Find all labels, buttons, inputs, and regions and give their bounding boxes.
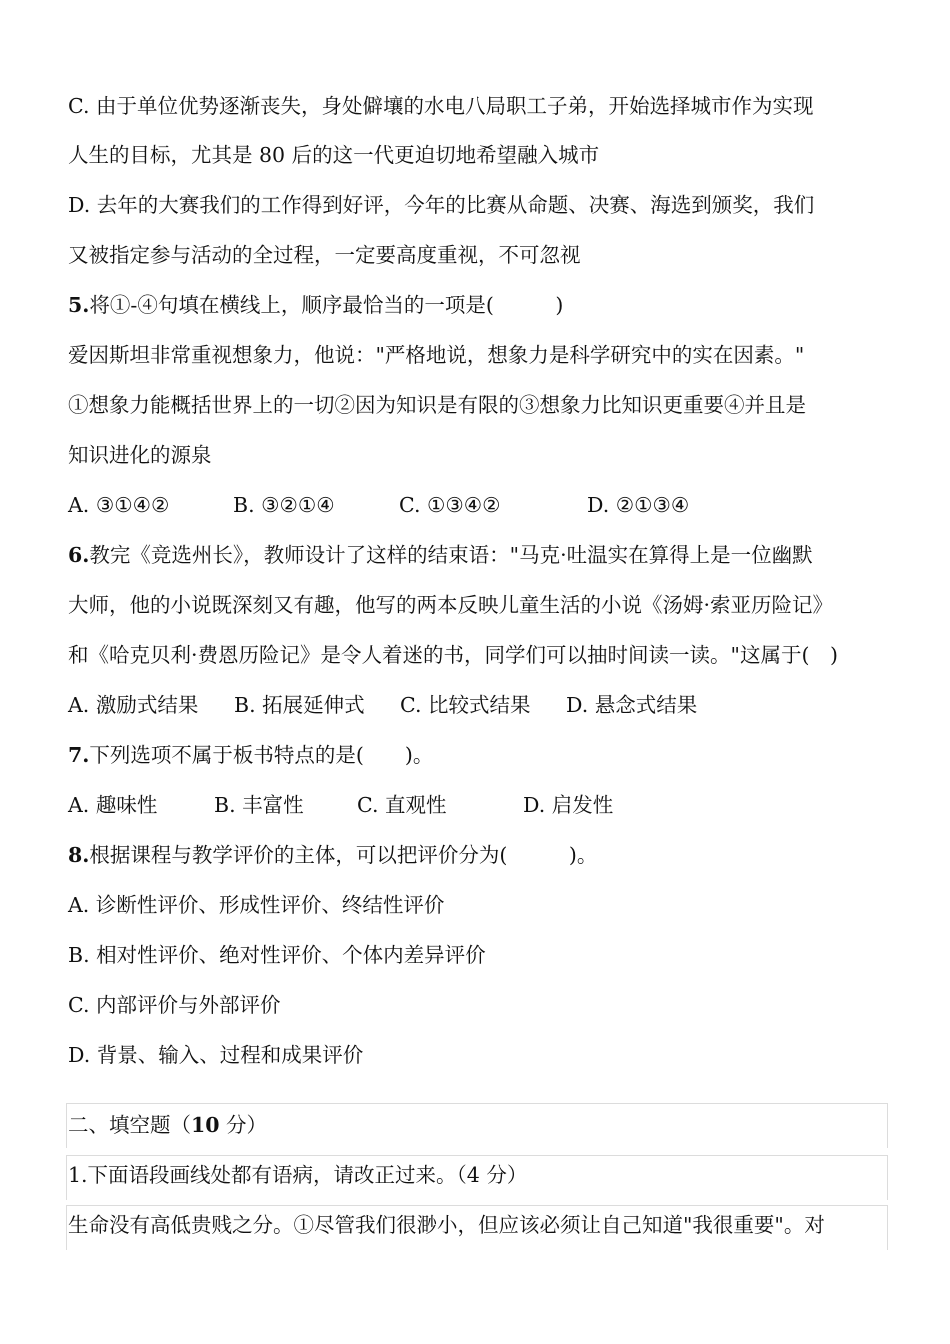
option-c: C. 直观性 (357, 793, 447, 817)
question-number: 5. (68, 293, 90, 317)
question-7-options (68, 791, 888, 819)
option-c: C. ①③④② (399, 493, 501, 517)
option-a: A. ③①④② (68, 493, 170, 517)
question-text: 教完《竞选州长》，教师设计了这样的结束语："马克·吐温实在算得上是一位幽默 (89, 543, 813, 567)
option-d: D. 悬念式结果 (566, 693, 698, 717)
option-c-line1: C. 由于单位优势逐渐丧失，身处僻壤的水电八局职工子弟，开始选择城市作为实现 (68, 94, 814, 118)
option-d: D. ②①③④ (587, 493, 690, 517)
option-d: D. 启发性 (523, 793, 614, 817)
option-d-line1: D. 去年的大赛我们的工作得到好评，今年的比赛从命题、决赛、海选到颁奖，我们 (68, 193, 815, 217)
question-6-line2: 大师，他的小说既深刻又有趣，他写的两本反映儿童生活的小说《汤姆·索亚历险记》 (68, 593, 834, 617)
question-text: 根据课程与教学评价的主体，可以把评价分为( )。 (89, 843, 598, 867)
option-c-line2: 人生的目标，尤其是 80 后的这一代更迫切地希望融入城市 (68, 143, 600, 167)
question-8-option-a: A. 诊断性评价、形成性评价、终结性评价 (68, 893, 445, 917)
question-5-passage-line1: 爱因斯坦非常重视想象力，他说："严格地说，想象力是科学研究中的实在因素。" (68, 343, 805, 367)
question-6-options (68, 691, 888, 719)
fill-question-1: 1.下面语段画线处都有语病，请改正过来。（4 分） (68, 1163, 528, 1187)
question-8-stem (68, 841, 888, 869)
question-8-option-b: B. 相对性评价、绝对性评价、个体内差异评价 (68, 943, 486, 967)
question-number: 8. (68, 843, 90, 867)
question-5-passage-line2: ①想象力能概括世界上的一切②因为知识是有限的③想象力比知识更重要④并且是 (68, 393, 806, 417)
option-b: B. 丰富性 (214, 793, 304, 817)
section-title-suffix: 分） (219, 1113, 268, 1137)
option-b: B. 拓展延伸式 (234, 693, 365, 717)
section-title-text: 二、填空题（ (68, 1113, 191, 1137)
fill-question-1-text: 生命没有高低贵贱之分。①尽管我们很渺小，但应该必须让自己知道"我很重要"。对 (68, 1213, 825, 1237)
option-a: A. 激励式结果 (68, 693, 199, 717)
question-7-stem (68, 741, 888, 769)
question-text: 下列选项不属于板书特点的是( )。 (89, 743, 434, 767)
option-d-line2: 又被指定参与活动的全过程，一定要高度重视，不可忽视 (68, 243, 581, 267)
question-5-passage-line3: 知识进化的源泉 (68, 443, 212, 467)
question-6-line3: 和《哈克贝利·费恩历险记》是令人着迷的书，同学们可以抽时间读一读。"这属于( ) (68, 643, 838, 667)
question-text: 将①-④句填在横线上，顺序最恰当的一项是( ) (89, 293, 564, 317)
question-number: 6. (68, 543, 90, 567)
question-number: 7. (68, 743, 90, 767)
option-c: C. 比较式结果 (400, 693, 531, 717)
question-5-options (68, 491, 888, 519)
section-score: 10 (191, 1113, 220, 1137)
section-2-title (68, 1111, 888, 1139)
option-a: A. 趣味性 (68, 793, 158, 817)
option-b: B. ③②①④ (233, 493, 335, 517)
question-8-option-c: C. 内部评价与外部评价 (68, 993, 281, 1017)
question-8-option-d: D. 背景、输入、过程和成果评价 (68, 1043, 364, 1067)
question-5-stem (68, 291, 888, 319)
question-6-line1 (68, 541, 888, 569)
